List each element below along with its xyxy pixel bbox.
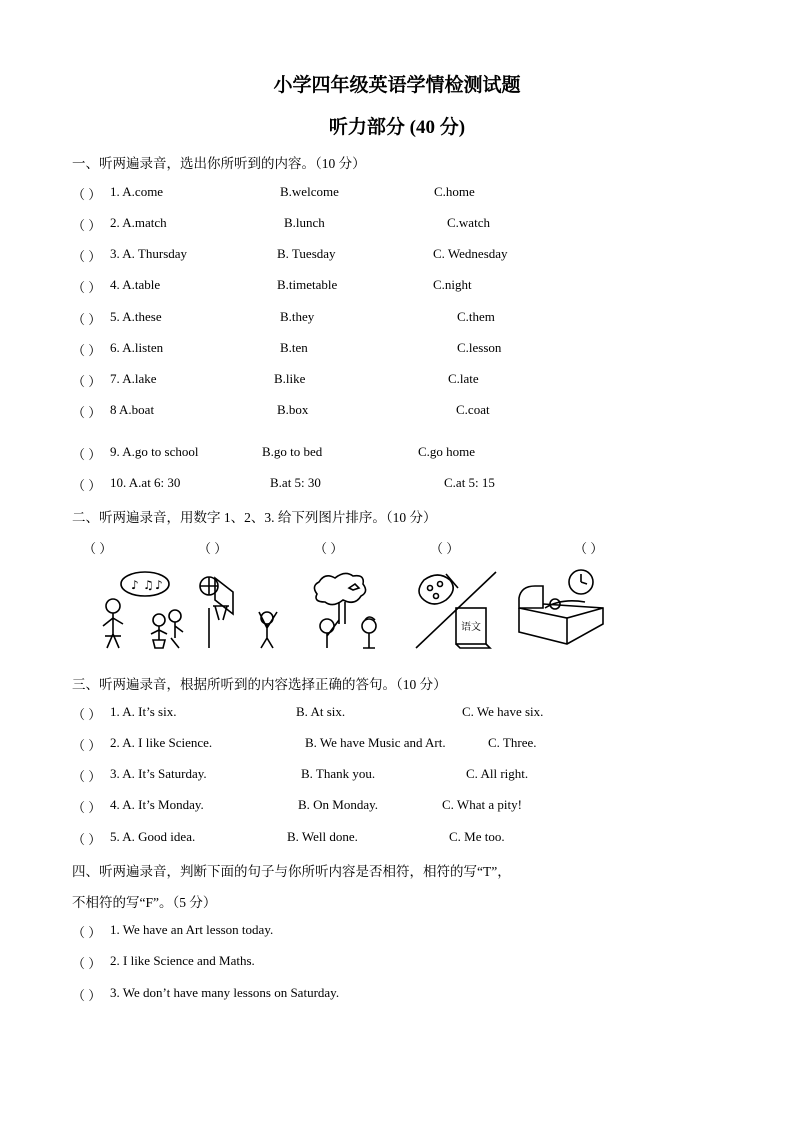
answer-blank[interactable]: （ ） <box>430 541 460 556</box>
question-row <box>72 735 712 753</box>
question-row <box>72 246 712 264</box>
answer-blank[interactable]: （ ） <box>72 218 102 233</box>
option-b: B. We have Music and Art. <box>305 735 446 750</box>
option-c: C.home <box>434 184 475 199</box>
option-a: 1. A. It’s six. <box>110 704 177 719</box>
answer-blank[interactable]: （ ） <box>72 249 102 264</box>
option-b: B.lunch <box>284 215 325 230</box>
statement-text: 3. We don’t have many lessons on Saturday. <box>110 985 340 1000</box>
picture-order-blanks <box>0 538 794 556</box>
option-c: C. Wednesday <box>433 246 508 261</box>
answer-blank[interactable]: （ ） <box>72 832 102 847</box>
answer-blank[interactable]: （ ） <box>72 312 102 327</box>
option-a: 10. A.at 6: 30 <box>110 475 181 490</box>
option-c: C. All right. <box>466 766 529 781</box>
question-row <box>72 215 712 233</box>
answer-blank[interactable]: （ ） <box>72 769 102 784</box>
question-row <box>72 340 712 358</box>
option-c: C.coat <box>456 402 490 417</box>
answer-blank[interactable]: （ ） <box>72 343 102 358</box>
option-a: 3. A. Thursday <box>110 246 188 261</box>
statement-text: 1. We have an Art lesson today. <box>110 922 274 937</box>
option-b: B. Tuesday <box>277 246 336 261</box>
option-a: 6. A.listen <box>110 340 164 355</box>
option-c: C. We have six. <box>462 704 544 719</box>
option-b: B.like <box>274 371 306 386</box>
option-b: B. Thank you. <box>301 766 376 781</box>
tree-bird-picture <box>305 568 405 650</box>
option-b: B.box <box>277 402 309 417</box>
option-b: B.they <box>280 309 315 324</box>
option-a: 2. A.match <box>110 215 167 230</box>
answer-blank[interactable]: （ ） <box>83 541 113 556</box>
option-c: C.late <box>448 371 479 386</box>
answer-blank[interactable]: （ ） <box>72 988 102 1003</box>
question-row <box>72 797 712 815</box>
question-row <box>72 309 712 327</box>
option-a: 5. A. Good idea. <box>110 829 196 844</box>
answer-blank[interactable]: （ ） <box>72 738 102 753</box>
option-a: 4. A. It’s Monday. <box>110 797 204 812</box>
option-c: C. Me too. <box>449 829 505 844</box>
option-b: B. On Monday. <box>298 797 379 812</box>
sleeping-clock-picture <box>515 568 610 650</box>
answer-blank[interactable]: （ ） <box>72 447 102 462</box>
section4-heading: 四、听两遍录音，判断下面的句子与你所听内容是否相符，相符的写“T”， <box>72 864 511 879</box>
option-a: 4. A.table <box>110 277 161 292</box>
option-b: B.ten <box>280 340 308 355</box>
question-row <box>72 402 712 420</box>
option-a: 2. A. I like Science. <box>110 735 213 750</box>
answer-blank[interactable]: （ ） <box>72 707 102 722</box>
statement-row <box>72 953 712 971</box>
option-c: C.them <box>457 309 495 324</box>
question-row <box>72 829 712 847</box>
question-row <box>72 766 712 784</box>
option-b: B. At six. <box>296 704 346 719</box>
option-b: B.welcome <box>280 184 339 199</box>
answer-blank[interactable]: （ ） <box>314 541 344 556</box>
statement-row <box>72 985 712 1003</box>
option-c: C.lesson <box>457 340 502 355</box>
answer-blank[interactable]: （ ） <box>72 956 102 971</box>
answer-blank[interactable]: （ ） <box>72 478 102 493</box>
question-row <box>72 371 712 389</box>
singing-children-picture <box>95 568 195 650</box>
option-a: 8 A.boat <box>110 402 155 417</box>
option-c: C.night <box>433 277 472 292</box>
statement-row <box>72 922 712 940</box>
answer-blank[interactable]: （ ） <box>72 374 102 389</box>
basketball-picture <box>195 568 295 650</box>
statement-text: 2. I like Science and Maths. <box>110 953 255 968</box>
question-row <box>72 704 712 722</box>
option-c: C.at 5: 15 <box>444 475 495 490</box>
option-b: B. Well done. <box>287 829 358 844</box>
answer-blank[interactable]: （ ） <box>72 280 102 295</box>
section3-heading: 三、听两遍录音，根据所听到的内容选择正确的答句。（10 分） <box>72 677 447 692</box>
option-c: C.watch <box>447 215 490 230</box>
answer-blank[interactable]: （ ） <box>72 925 102 940</box>
option-a: 9. A.go to school <box>110 444 199 459</box>
art-chinese-book-picture <box>410 568 510 650</box>
option-c: C. What a pity! <box>442 797 522 812</box>
page-title: 小学四年级英语学情检测试题 <box>273 75 521 96</box>
answer-blank[interactable]: （ ） <box>72 187 102 202</box>
answer-blank[interactable]: （ ） <box>198 541 228 556</box>
answer-blank[interactable]: （ ） <box>574 541 604 556</box>
question-row <box>72 444 712 462</box>
option-b: B.at 5: 30 <box>270 475 321 490</box>
option-c: C.go home <box>418 444 476 459</box>
answer-blank[interactable]: （ ） <box>72 800 102 815</box>
option-b: B.go to bed <box>262 444 323 459</box>
question-row <box>72 184 712 202</box>
svg-text:♫: ♫ <box>143 578 154 592</box>
section1-heading: 一、听两遍录音，选出你所听到的内容。（10 分） <box>72 156 366 171</box>
option-c: C. Three. <box>488 735 537 750</box>
svg-text:♪: ♪ <box>155 578 163 592</box>
option-b: B.timetable <box>277 277 338 292</box>
option-a: 7. A.lake <box>110 371 157 386</box>
answer-blank[interactable]: （ ） <box>72 405 102 420</box>
book-label: 语文 <box>461 622 481 633</box>
section2-heading: 二、听两遍录音，用数字 1、2、3. 给下列图片排序。（10 分） <box>72 510 437 525</box>
question-row <box>72 475 712 493</box>
page-subtitle: 听力部分 (40 分) <box>328 117 466 138</box>
question-row <box>72 277 712 295</box>
svg-text:♪: ♪ <box>131 578 139 592</box>
option-a: 5. A.these <box>110 309 162 324</box>
section4-heading-cont: 不相符的写“F”。（5 分） <box>72 895 217 910</box>
option-a: 3. A. It’s Saturday. <box>110 766 207 781</box>
option-a: 1. A.come <box>110 184 164 199</box>
